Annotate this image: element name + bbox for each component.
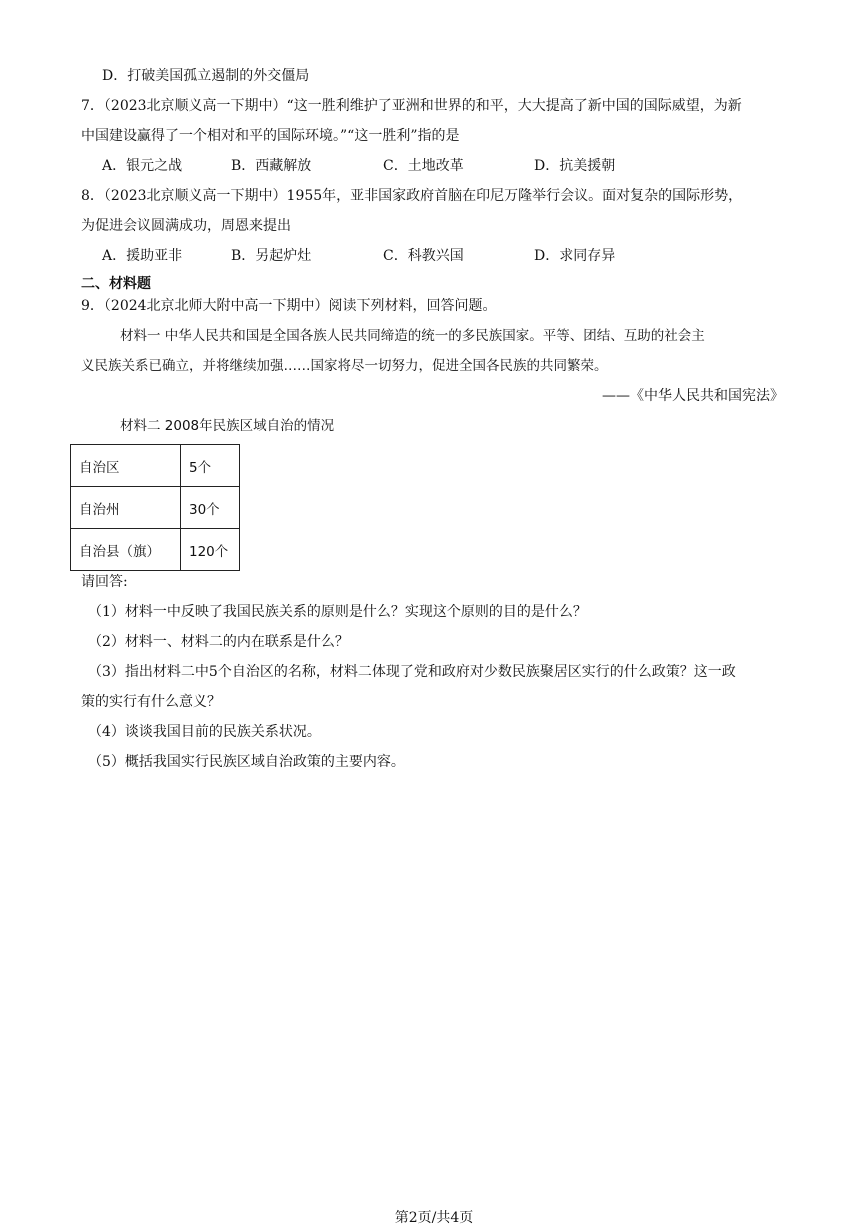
page-footer: 第2页/共4页 (394, 1210, 474, 1226)
q8-stem-line2: 为促进会议圆满成功，周恩来提出 (81, 218, 291, 234)
table-cell-value: 5个 (181, 445, 240, 487)
sub-question-3-line1: （3）指出材料二中5个自治区的名称，材料二体现了党和政府对少数民族聚居区实行的什么政策？这一政 (88, 664, 736, 680)
q8-option-c: C．科教兴国 (383, 248, 464, 264)
q8-option-d: D．求同存异 (534, 248, 616, 264)
q8-stem-line1: 8．（2023北京顺义高一下期中）1955年，亚非国家政府首脑在印尼万隆举行会议。面对复杂的国际形势， (81, 188, 743, 204)
table-cell-value: 30个 (181, 487, 240, 529)
section-title: 二、材料题 (81, 276, 151, 292)
material1-line2: 义民族关系已确立，并将继续加强……国家将尽一切努力，促进全国各民族的共同繁荣。 (81, 358, 608, 374)
q7-option-d: D．抗美援朝 (534, 158, 616, 174)
sub-question-2: （2）材料一、材料二的内在联系是什么？ (88, 634, 349, 650)
sub-question-5: （5）概括我国实行民族区域自治政策的主要内容。 (88, 754, 405, 770)
sub-question-1: （1）材料一中反映了我国民族关系的原则是什么？实现这个原则的目的是什么？ (88, 604, 587, 620)
q7-stem-line2: 中国建设赢得了一个相对和平的国际环境。”“这一胜利”指的是 (81, 128, 460, 144)
table-row (71, 529, 240, 571)
sub-question-3-line2: 策的实行有什么意义？ (81, 694, 221, 710)
q8-option-b: B．另起炉灶 (231, 248, 312, 264)
table-cell-label: 自治区 (71, 445, 181, 487)
q7-stem-line1: 7．（2023北京顺义高一下期中）“这一胜利维护了亚洲和世界的和平，大大提高了新中国的国际威望，为新 (81, 98, 742, 114)
q9-stem: 9．（2024北京北师大附中高一下期中）阅读下列材料，回答问题。 (81, 298, 497, 314)
q7-option-a: A．银元之战 (102, 158, 183, 174)
table-row (71, 445, 240, 487)
sub-question-4: （4）谈谈我国目前的民族关系状况。 (88, 724, 321, 740)
table-cell-label: 自治县（旗） (71, 529, 181, 571)
q8-option-a: A．援助亚非 (102, 248, 183, 264)
answer-prompt: 请回答: (81, 574, 128, 590)
material1-line1: 材料一 中华人民共和国是全国各族人民共同缔造的统一的多民族国家。平等、团结、互助的社会主 (120, 328, 705, 344)
material2-caption: 材料二 2008年民族区域自治的情况 (120, 418, 335, 434)
table-row (71, 487, 240, 529)
autonomy-table (70, 444, 240, 571)
table-cell-value: 120个 (181, 529, 240, 571)
table-cell-label: 自治州 (71, 487, 181, 529)
q7-option-b: B．西藏解放 (231, 158, 312, 174)
q7-option-c: C．土地改革 (383, 158, 464, 174)
material1-source: ——《中华人民共和国宪法》 (602, 388, 784, 404)
prev-question-option-d: D．打破美国孤立遏制的外交僵局 (102, 68, 310, 84)
